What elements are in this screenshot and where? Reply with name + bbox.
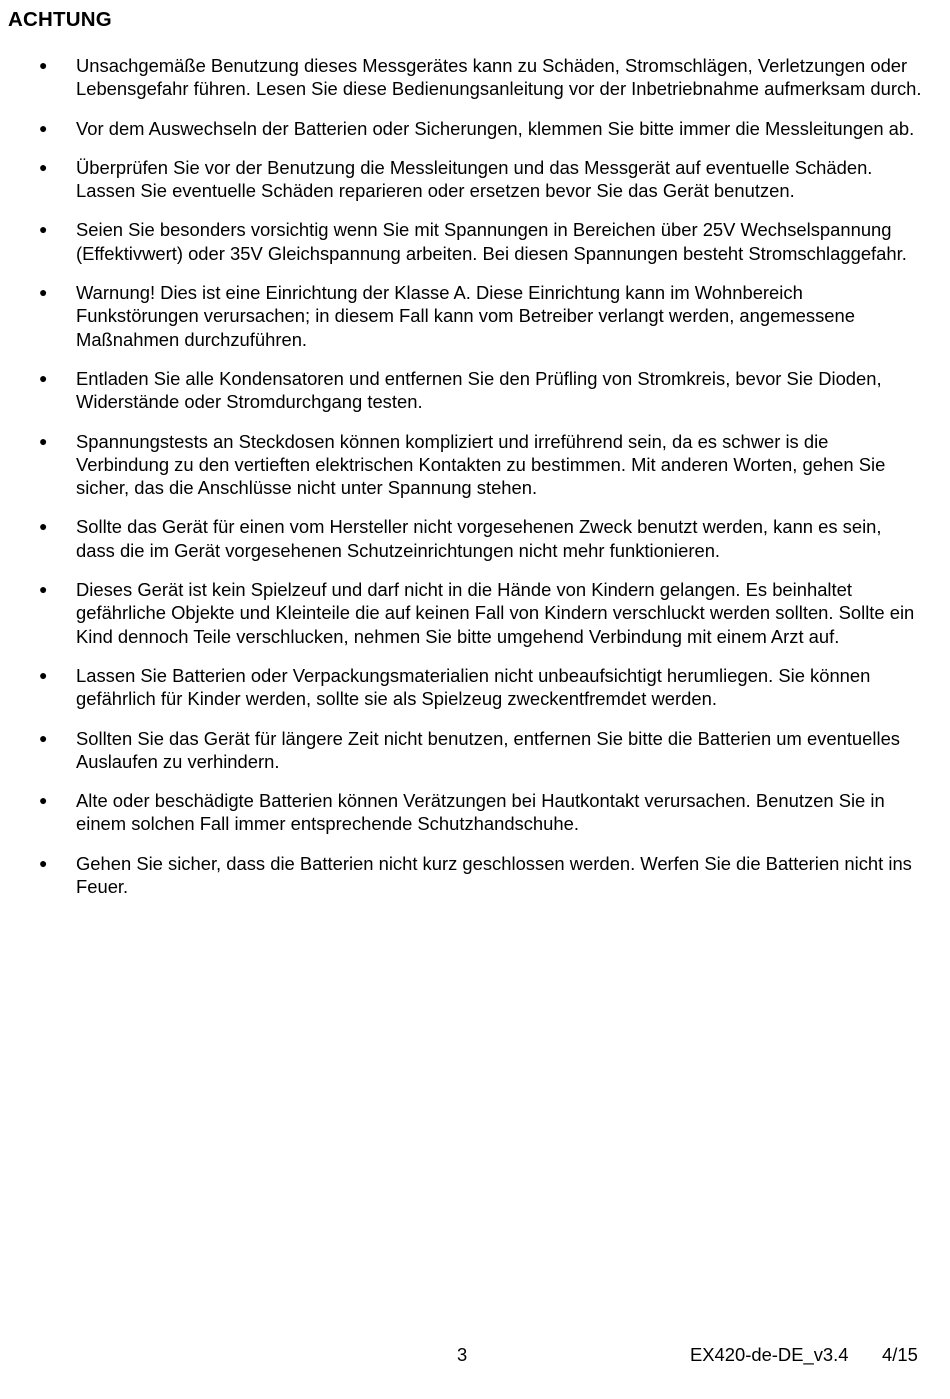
- list-item-text: Lassen Sie Batterien oder Verpackungsmaterialien nicht unbeaufsichtigt herumliegen. Sie können gefährlich für Kinder werden, sollte sie als Spielzeug zweckentfremdet werden.: [76, 664, 871, 710]
- bullet-icon: [39, 117, 47, 140]
- list-item-text: Überprüfen Sie vor der Benutzung die Messleitungen und das Messgerät auf eventuelle Schäden. Lassen Sie eventuelle Schäden reparieren oder ersetzen bevor Sie das Gerät benutzen.: [76, 156, 873, 202]
- list-item-text: Sollte das Gerät für einen vom Hersteller nicht vorgesehenen Zweck benutzt werden, kann es sein, dass die im Gerät vorgesehenen Schutzeinrichtungen nicht mehr funktionieren.: [76, 516, 882, 561]
- list-item: [0, 281, 950, 351]
- list-item-text: Alte oder beschädigte Batterien können Verätzungen bei Hautkontakt verursachen. Benutzen Sie in einem solchen Fall immer entsprechende Schutzhandschuhe.: [76, 790, 885, 835]
- bullet-icon: [39, 218, 47, 241]
- bullet-icon: [39, 54, 47, 77]
- list-item-text: Gehen Sie sicher, dass die Batterien nicht kurz geschlossen werden. Werfen Sie die Batterien nicht ins Feuer.: [76, 852, 912, 898]
- list-item: [0, 578, 950, 648]
- list-item-text: Dieses Gerät ist kein Spielzeuf und darf nicht in die Hände von Kindern gelangen. Es beinhaltet gefährliche Objekte und Kleinteile die auf keinen Fall von Kindern verschluckt werden sollten. Sollte ein Kind dennoch Teile verschlucken, nehmen Sie bitte umgehend Verbindung mit einem Arzt auf.: [76, 579, 915, 647]
- list-item: [0, 54, 950, 101]
- bullet-icon: [39, 852, 47, 875]
- bullet-icon: [39, 727, 47, 750]
- list-item: [0, 430, 950, 500]
- bullet-icon: [39, 156, 47, 179]
- list-item-text: Spannungstests an Steckdosen können kompliziert und irreführend sein, da es schwer is die Verbindung zu den vertieften elektrischen Kontakten zu bestimmen. Mit anderen Worten, gehen Sie sicher, das die Anschlüsse nicht unter Spannung stehen.: [76, 430, 886, 499]
- bullet-icon: [39, 515, 47, 538]
- page-number: 3: [457, 1344, 468, 1365]
- bullet-icon: [39, 367, 47, 390]
- bullet-icon: [39, 430, 47, 453]
- list-item-text: Sollten Sie das Gerät für längere Zeit nicht benutzen, entfernen Sie bitte die Batterien um eventuelles Auslaufen zu verhindern.: [76, 727, 900, 772]
- list-item: [0, 117, 950, 140]
- list-item-text: Seien Sie besonders vorsichtig wenn Sie mit Spannungen in Bereichen über 25V Wechselspannung (Effektivwert) oder 35V Gleichspannung arbeiten. Bei diesen Spannungen besteht Stromschlaggefahr.: [76, 219, 907, 264]
- bullet-icon: [39, 281, 47, 304]
- list-item: [0, 789, 950, 836]
- list-item: [0, 515, 950, 562]
- list-item: [0, 218, 950, 265]
- bullet-icon: [39, 578, 47, 601]
- page-count: 4/15: [882, 1344, 918, 1365]
- list-item: [0, 367, 950, 414]
- list-item-text: Unsachgemäße Benutzung dieses Messgerätes kann zu Schäden, Stromschlägen, Verletzungen oder Lebensgefahr führen. Lesen Sie diese Bedienungsanleitung vor der Inbetriebnahme aufmerksam durch.: [76, 55, 922, 100]
- list-item-text: Warnung! Dies ist eine Einrichtung der Klasse A. Diese Einrichtung kann im Wohnbereich Funkstörungen verursachen; in diesem Fall kann vom Betreiber verlangt werden, angemessene Maßnahmen durchzuführen.: [76, 282, 855, 350]
- list-item: [0, 664, 950, 711]
- list-item: [0, 156, 950, 203]
- bullet-icon: [39, 664, 47, 687]
- list-item: [0, 852, 950, 899]
- list-item-text: Entladen Sie alle Kondensatoren und entfernen Sie den Prüfling von Stromkreis, bevor Sie Dioden, Widerstände oder Stromdurchgang testen.: [76, 367, 882, 413]
- list-item-text: Vor dem Auswechseln der Batterien oder Sicherungen, klemmen Sie bitte immer die Messleitungen ab.: [76, 117, 915, 139]
- bullet-icon: [39, 789, 47, 812]
- list-item: [0, 727, 950, 774]
- page-heading: ACHTUNG: [8, 8, 112, 31]
- document-code: EX420-de-DE_v3.4: [690, 1344, 849, 1365]
- warning-list: [0, 54, 950, 914]
